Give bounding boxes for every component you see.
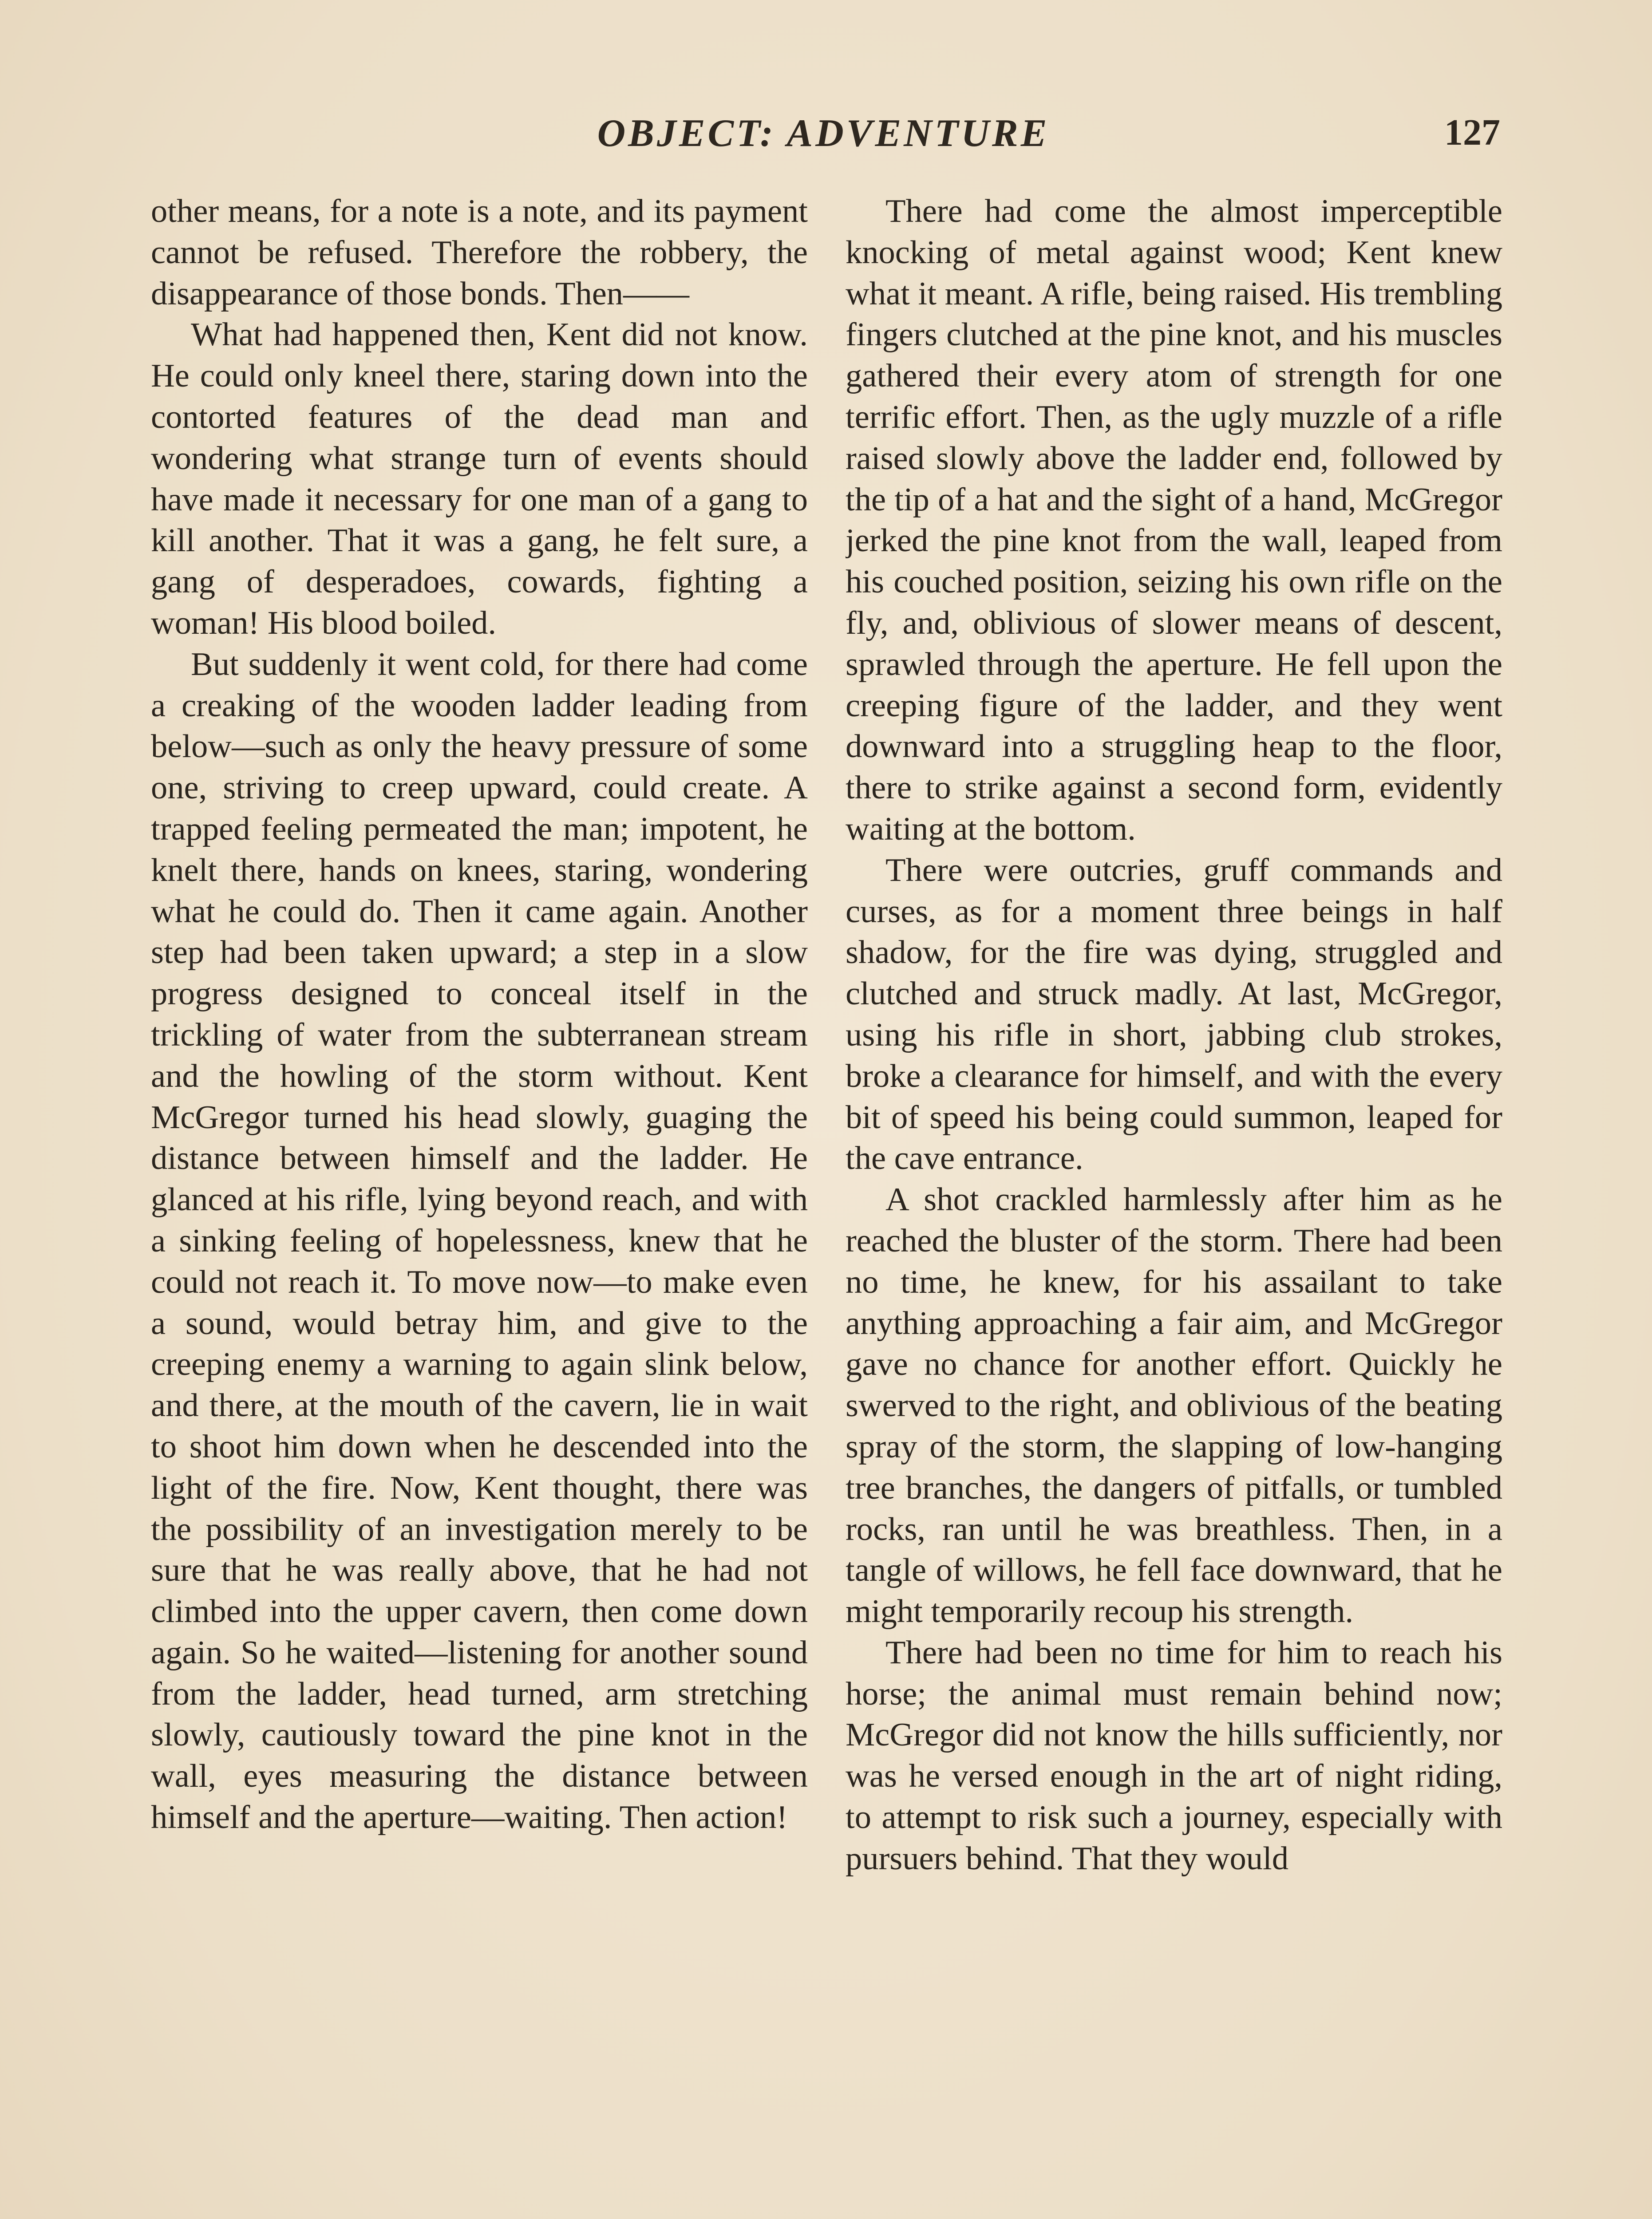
paragraph: other means, for a note is a note, and its payment cannot be refused. Therefore the robbery, the disappearance of those bonds. Then——	[151, 193, 808, 312]
right-text-column	[846, 191, 1502, 2219]
paragraph: There had been no time for him to reach his horse; the animal must remain behind now; McGregor did not know the hills sufficiently, nor was he versed enough in the art of night riding, to attempt to risk such a journey, especially with pursuers behind. That they would	[846, 1634, 1502, 1877]
page-number: 127	[1444, 112, 1500, 153]
paragraph: A shot crackled harmlessly after him as he reached the bluster of the storm. There had been no time, he knew, for his assailant to take anything approaching a fair aim, and McGregor gave no chance for another effort. Quickly he swerved to the right, and oblivious of the beating spray of the storm, the slapping of low-hanging tree branches, the dangers of pitfalls, or tumbled rocks, ran until he was breathless. Then, in a tangle of willows, he fell face downward, that he might temporarily recoup his strength.	[846, 1181, 1502, 1630]
left-text-column	[151, 191, 808, 2219]
page-header	[146, 111, 1500, 164]
paragraph: There had come the almost imperceptible knocking of metal against wood; Kent knew what it meant. A rifle, being raised. His trembling fingers clutched at the pine knot, and his muscles gathered their every atom of strength for one terrific effort. Then, as the ugly muzzle of a rifle raised slowly above the ladder end, followed by the tip of a hat and the sight of a hand, McGregor jerked the pine knot from the wall, leaped from his couched position, seizing his own rifle on the fly, and, oblivious of slower means of descent, sprawled through the aperture. He fell upon the creeping figure of the ladder, and they went downward into a struggling heap to the floor, there to strike against a second form, evidently waiting at the bottom.	[846, 193, 1502, 847]
paragraph: There were outcries, gruff commands and curses, as for a moment three beings in half shadow, for the fire was dying, struggled and clutched and struck madly. At last, McGregor, using his rifle in short, jabbing club strokes, broke a clearance for himself, and with the every bit of speed his being could summon, leaped for the cave entrance.	[846, 852, 1502, 1177]
paragraph: But suddenly it went cold, for there had come a creaking of the wooden ladder leading from below—such as only the heavy pressure of some one, striving to creep upward, could create. A trapped feeling permeated the man; impotent, he knelt there, hands on knees, staring, wondering what he could do. Then it came again. Another step had been taken upward; a step in a slow progress designed to conceal itself in the trickling of water from the subterranean stream and the howling of the storm without. Kent McGregor turned his head slowly, guaging the distance between himself and the ladder. He glanced at his rifle, lying beyond reach, and with a sinking feeling of hopelessness, knew that he could not reach it. To move now—to make even a sound, would betray him, and give to the creeping enemy a warning to again slink below, and there, at the mouth of the cavern, lie in wait to shoot him down when he descended into the light of the fire. Now, Kent thought, there was the possibility of an investigation merely to be sure that he was really above, that he had not climbed into the upper cavern, then come down again. So he waited—listening for another sound from the ladder, head turned, arm stretching slowly, cautiously toward the pine knot in the wall, eyes measuring the distance between himself and the aperture—waiting. Then action!	[151, 646, 808, 1836]
paragraph: What had happened then, Kent did not know. He could only kneel there, staring down into the contorted features of the dead man and wondering what strange turn of events should have made it necessary for one man of a gang to kill another. That it was a gang, he felt sure, a gang of desperadoes, cowards, fighting a woman! His blood boiled.	[151, 316, 808, 641]
running-title: OBJECT: ADVENTURE	[597, 112, 1050, 155]
